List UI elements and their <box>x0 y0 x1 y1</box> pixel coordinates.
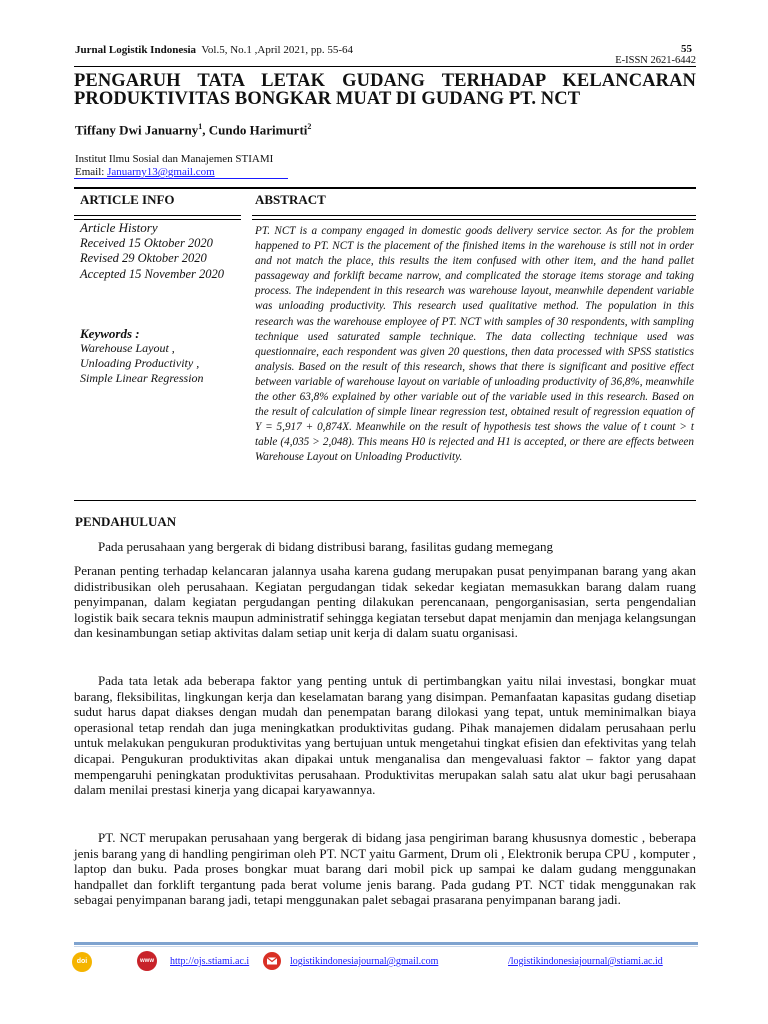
keyword-item: Simple Linear Regression <box>80 371 204 385</box>
journal-header <box>75 44 353 56</box>
email-label: Email: <box>75 166 108 178</box>
keywords-heading: Keywords : <box>80 326 140 341</box>
keyword-item: Warehouse Layout , <box>80 341 175 355</box>
email-underline <box>74 178 288 179</box>
author-1: Tiffany Dwi Januarny <box>75 122 199 138</box>
www-icon: www <box>137 951 157 971</box>
abstract-heading: ABSTRACT <box>255 192 326 207</box>
keywords-block <box>80 326 250 386</box>
institution: Institut Ilmu Sosial dan Manajemen STIAMI <box>75 153 274 165</box>
paper-title: PENGARUH TATA LETAK GUDANG TERHADAP KELANCARAN PRODUKTIVITAS BONGKAR MUAT DI GUDANG PT. NCT <box>74 71 696 109</box>
authors <box>75 122 311 138</box>
history-heading: Article History <box>80 220 158 235</box>
website-link[interactable]: http://ojs.stiami.ac.i <box>170 956 250 967</box>
abstract-rule-2 <box>252 219 696 220</box>
doi-icon: doi <box>72 952 92 972</box>
gmail-icon <box>263 952 281 970</box>
page-number: 55 <box>681 43 692 55</box>
accepted-date: Accepted 15 November 2020 <box>80 266 225 281</box>
info-bottom-rule <box>74 500 696 501</box>
issn: E-ISSN 2621-6442 <box>615 55 696 66</box>
revised-date: Revised 29 Oktober 2020 <box>80 251 207 265</box>
gmail-link[interactable]: logistikindonesiajournal@gmail.com <box>290 956 439 967</box>
paragraph-1: Pada perusahaan yang bergerak di bidang distribusi barang, fasilitas gudang memegang <box>98 539 553 554</box>
info-top-rule <box>74 187 696 189</box>
section-heading: PENDAHULUAN <box>75 514 177 529</box>
stiami-email-link[interactable]: /logistikindonesiajournal@stiami.ac.id <box>508 956 663 967</box>
volume-info: Vol.5, No.1 ,April 2021, pp. 55-64 <box>201 44 354 56</box>
affiliation-block <box>75 153 273 179</box>
header-rule <box>74 66 696 67</box>
article-info-heading: ARTICLE INFO <box>80 192 175 207</box>
journal-name: Jurnal Logistik Indonesia <box>75 44 197 56</box>
received-date: Received 15 Oktober 2020 <box>80 235 213 250</box>
footer-rule <box>74 942 698 945</box>
paragraph-4: PT. NCT merupakan perusahaan yang bergerak di bidang jasa pengiriman barang khususnya domestic , beberapa jenis barang yang di handling pengiriman oleh PT. NCT yaitu Garment, Drum oli , Elektronik berupa CPU , komputer , laptop dan buku. Pada proses bongkar muat barang dari mobil pick up sampai ke dalam gudang menggunakan handpallet dan forklift tergantung pada berat volume jenis barang. Pada gudang PT. NCT tidak menggunakan rak sebagai penyimpanan barang jadi, tetapi menggunakan palet sebagai prasarana penyimpanan barang jadi. <box>74 830 696 908</box>
author-2: Cundo Harimurti <box>208 122 308 138</box>
article-history <box>80 220 250 282</box>
abstract-rule <box>252 215 696 216</box>
author-2-affiliation: 2 <box>307 122 312 131</box>
paragraph-2: Peranan penting terhadap kelancaran jalannya usaha karena gudang merupakan pusat penyimpanan barang yang akan didistribusikan oleh perusahaan. Kegiatan pergudangan tidak sekedar kegiatan memasukkan barang dalam ruang penyimpanan, dalam kegiatan pergudangan penting dilakukan perencanaan, pengorganisasian, serta pengendalian logistik baik secara teknis maupun administratif sehingga kegiatan tersebut dapat menjamin dan menjaga kelangsungan dan kesinambungan setiap aktivitas dalam setiap unit kerja di dalam suatu organisasi. <box>74 563 696 641</box>
keyword-item: Unloading Productivity , <box>80 356 200 370</box>
author-1-affiliation: 1 <box>198 122 203 131</box>
abstract-text: PT. NCT is a company engaged in domestic goods delivery service sector. As for the problem happened to PT. NCT is the placement of the finished items in the warehouse is still not in order and not match the place, this results the item confused with other item, and the hand pallet passageway and forklift became narrow, and complicated the storage items storage and taking process. The independent in this research was warehouse layout, meanwhile dependent variable was unloading productivity. This research used qualitative method. The population in this research was the warehouse employee of PT. NCT with samples of 30 respondents, with sampling technique used saturated sample technique. The data collecting technique used was questionnaire, each respondent was given 20 questions, then data processed with SPSS statistics analysis. Based on the result of this research, shows that there is significant and positive effect between variable of warehouse layout on variable of unloading productivity of 36,8%, meanwhile the other 63,8% explained by other variable out of the variable used in this research. Based on the result of calculation of simple linear regression test, obtained result of regression equation of Y = 5,917 + 0,874X. Meanwhile on the result of hypothesis test shows the value of t count > t table (4,035 > 2,048). This means H0 is rejected and H1 is accepted, or there are effects between Warehouse Layout on Unloading Productivity. <box>255 225 694 464</box>
article-info-rule <box>74 215 241 216</box>
author-separator: , <box>202 122 209 138</box>
email-link[interactable]: Januarny13@gmail.com <box>107 166 215 178</box>
paragraph-3: Pada tata letak ada beberapa faktor yang penting untuk di pertimbangkan yaitu nilai investasi, bongkar muat barang, fleksibilitas, lingkungan kerja dan keselamatan barang yang disimpan. Pemanfaatan kapasitas gudang disetiap sudut harus dapat diakses dengan mudah dan penempatan barang dilokasi yang tepat, untuk meminimalkan biaya operasional tetap rendah dan juga meningkatkan produktivitas gudang. Pihak manajemen didalam perusahaan perlu untuk melakukan pengukuran produktivitas yang bertujuan untuk mengetahui tingkat efisien dan efektivitas yang telah dicapai. Pengukuran produktivitas akan dipakai untuk menganalisa dan mengevaluasi faktor – faktor yang dapat mempengaruhi peningkatan produktivitas perusahaan. Produktivitas merupakan salah satu alat ukur bagi perusahaan dalam menilai prestasi kinerja yang dicapai karyawannya. <box>74 673 696 798</box>
footer-rule-light <box>74 946 698 947</box>
